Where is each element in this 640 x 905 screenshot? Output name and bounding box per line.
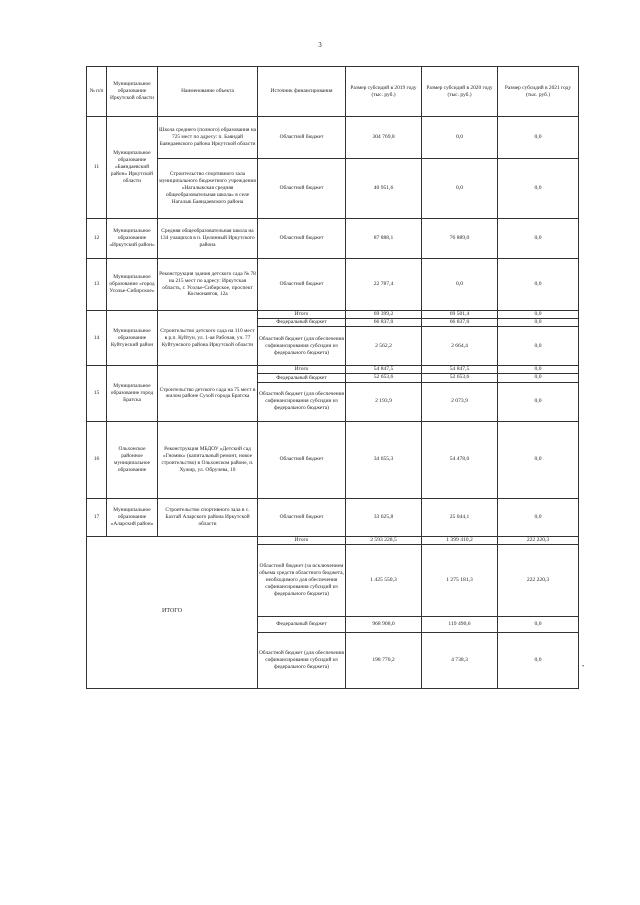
row-number: 13 xyxy=(87,259,107,311)
value-2019: 87 888,1 xyxy=(346,219,422,259)
row-number: 16 xyxy=(87,421,107,498)
object-cell: Школа среднего (полного) образования на 725 мест по адресу: п. Баяндай Баяндаевского района Иркутской области xyxy=(158,117,258,159)
value-2019: 304 769,8 xyxy=(346,117,422,159)
table-row xyxy=(87,498,579,536)
stray-mark: • xyxy=(582,664,585,670)
value-2021: 0,0 xyxy=(498,117,579,159)
object-cell: Строительство детского сада на 110 мест в р.п. Куйтун, ул. 1-ая Рабочая, уч. 77 Куйтунского района Иркутской области xyxy=(158,311,258,366)
header-source: Источник финансирования xyxy=(258,67,346,117)
municipality-cell: Муниципальное образование Куйтунский район xyxy=(107,311,158,366)
object-cell: Средняя общеобразовательная школа на 134 учащихся в п. Целинный Иркутского района xyxy=(158,219,258,259)
value-2021: 0,0 xyxy=(498,159,579,219)
header-municipality: Муниципальное образование Иркутской области xyxy=(107,67,158,117)
municipality-cell: Муниципальное образование «Иркутский район» xyxy=(107,219,158,259)
value-2020: 54 478,0 xyxy=(422,421,498,498)
value-2020: 1 399 410,2 xyxy=(422,536,498,544)
value-2019: 2 593 228,5 xyxy=(346,536,422,544)
source-cell: Областной бюджет xyxy=(258,117,346,159)
value-2021: 0,0 xyxy=(498,382,579,421)
value-2020: 25 044,1 xyxy=(422,498,498,536)
source-cell: Областной бюджет xyxy=(258,421,346,498)
row-number: 14 xyxy=(87,311,107,366)
page-number: 3 xyxy=(318,41,322,49)
source-cell: Областной бюджет xyxy=(258,259,346,311)
table-row xyxy=(87,366,579,374)
value-2021: 0,0 xyxy=(498,374,579,382)
source-cell: Итого xyxy=(258,366,346,374)
source-cell: Областной бюджет xyxy=(258,159,346,219)
object-cell: Реконструкция здания детского сада № 78 на 215 мест по адресу: Иркутская область, г. Усолье-Сибирское, проспект Космонавтов, 12а xyxy=(158,259,258,311)
municipality-cell: Муниципальное образование «город Усолье-Сибирское» xyxy=(107,259,158,311)
value-2020: 0,0 xyxy=(422,117,498,159)
value-2020: 0,0 xyxy=(422,159,498,219)
value-2020: 0,0 xyxy=(422,259,498,311)
value-2019: 33 625,8 xyxy=(346,498,422,536)
value-2019: 54 847,5 xyxy=(346,366,422,374)
value-2019: 66 837,0 xyxy=(346,319,422,327)
value-2020: 76 889,0 xyxy=(422,219,498,259)
value-2021: 0,0 xyxy=(498,632,579,688)
row-number: 15 xyxy=(87,366,107,421)
object-cell: Строительство детского сада на 75 мест в жилом районе Сухой города Братска xyxy=(158,366,258,421)
value-2020: 66 837,0 xyxy=(422,319,498,327)
subsidy-table xyxy=(86,66,579,689)
table-row xyxy=(87,311,579,319)
value-2019: 40 951,6 xyxy=(346,159,422,219)
value-2021: 0,0 xyxy=(498,498,579,536)
object-cell: Реконструкция МБДОУ «Детский сад «Гномик» (капитальный ремонт, новое строительство) в Ольхонском районе, п. Хужир, ул. Обручева, 10 xyxy=(158,421,258,498)
table-row xyxy=(87,159,579,219)
value-2021: 0,0 xyxy=(498,327,579,366)
value-2021: 0,0 xyxy=(498,421,579,498)
value-2019: 968 908,0 xyxy=(346,616,422,632)
row-number: 12 xyxy=(87,219,107,259)
source-cell: Федеральный бюджет xyxy=(258,319,346,327)
value-2019: 22 787,4 xyxy=(346,259,422,311)
municipality-cell: Ольхонское районное муниципальное образование xyxy=(107,421,158,498)
value-2021: 0,0 xyxy=(498,219,579,259)
table-row xyxy=(87,421,579,498)
value-2019: 69 399,2 xyxy=(346,311,422,319)
municipality-cell: Муниципальное образование «Баяндаевский район» Иркутской области xyxy=(107,117,158,219)
table-row xyxy=(87,259,579,311)
source-cell: Областной бюджет xyxy=(258,498,346,536)
value-2020: 2 664,4 xyxy=(422,327,498,366)
value-2021: 222 220,3 xyxy=(498,544,579,616)
value-2021: 0,0 xyxy=(498,259,579,311)
total-label: ИТОГО xyxy=(87,536,258,688)
value-2019: 2 562,2 xyxy=(346,327,422,366)
value-2020: 52 653,6 xyxy=(422,374,498,382)
value-2020: 1 275 181,3 xyxy=(422,544,498,616)
source-cell: Областной бюджет (для обеспечения софинансирования субсидии из федерального бюджета) xyxy=(258,327,346,366)
header-no: № п/п xyxy=(87,67,107,117)
value-2019: 1 425 550,3 xyxy=(346,544,422,616)
object-cell: Строительство спортивного зала муниципального бюджетного учреждения «Нагалыкская средняя общеобразовательная школа» в селе Нагалык Баяндаевского района xyxy=(158,159,258,219)
object-cell: Строительство спортивного зала в с. Бахтай Аларского района Иркутской области xyxy=(158,498,258,536)
value-2019: 198 770,2 xyxy=(346,632,422,688)
value-2019: 34 655,3 xyxy=(346,421,422,498)
source-cell: Областной бюджет (для обеспечения софинансирования субсидии из федерального бюджета) xyxy=(258,382,346,421)
source-cell: Областной бюджет (для обеспечения софинансирования субсидий из федерального бюджета) xyxy=(258,632,346,688)
source-cell: Федеральный бюджет xyxy=(258,616,346,632)
header-2019: Размер субсидий в 2019 году (тыс. руб.) xyxy=(346,67,422,117)
total-row xyxy=(87,536,579,544)
value-2021: 0,0 xyxy=(498,366,579,374)
header-object: Наименование объекта xyxy=(158,67,258,117)
source-cell: Федеральный бюджет xyxy=(258,374,346,382)
source-cell: Итого xyxy=(258,536,346,544)
row-number: 17 xyxy=(87,498,107,536)
municipality-cell: Муниципальное образование город Братска xyxy=(107,366,158,421)
table-header-row xyxy=(87,67,579,117)
table-row xyxy=(87,117,579,159)
source-cell: Итого xyxy=(258,311,346,319)
value-2020: 2 073,9 xyxy=(422,382,498,421)
source-cell: Областной бюджет xyxy=(258,219,346,259)
municipality-cell: Муниципальное образование «Аларский район» xyxy=(107,498,158,536)
table-row xyxy=(87,219,579,259)
value-2021: 0,0 xyxy=(498,616,579,632)
value-2020: 119 490,6 xyxy=(422,616,498,632)
value-2021: 0,0 xyxy=(498,311,579,319)
value-2021: 0,0 xyxy=(498,319,579,327)
header-2020: Размер субсидий в 2020 году (тыс. руб.) xyxy=(422,67,498,117)
header-2021: Размер субсидий в 2021 году (тыс. руб.) xyxy=(498,67,579,117)
row-number: 11 xyxy=(87,117,107,219)
value-2020: 54 847,5 xyxy=(422,366,498,374)
value-2019: 2 193,9 xyxy=(346,382,422,421)
value-2019: 52 653,6 xyxy=(346,374,422,382)
value-2021: 222 220,3 xyxy=(498,536,579,544)
value-2020: 69 501,4 xyxy=(422,311,498,319)
source-cell: Областной бюджет (за исключением объема средств областного бюджета, необходимого для обеспечения софинансирования субсидий из федерального бюджета) xyxy=(258,544,346,616)
value-2020: 4 738,3 xyxy=(422,632,498,688)
